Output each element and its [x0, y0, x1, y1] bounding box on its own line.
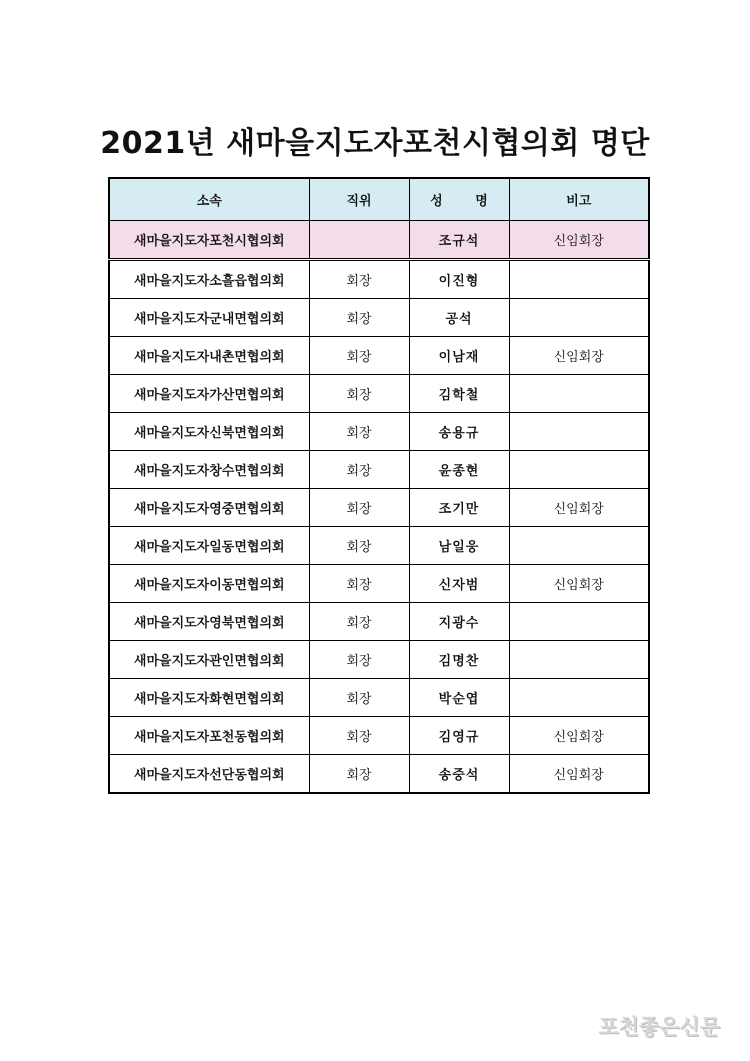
- cell-position: 회장: [309, 260, 409, 299]
- header-affiliation: 소속: [109, 178, 309, 221]
- table-row: [109, 641, 649, 679]
- cell-remarks: [509, 451, 649, 489]
- cell-name: 박순엽: [409, 679, 509, 717]
- cell-position: 회장: [309, 337, 409, 375]
- cell-position: 회장: [309, 717, 409, 755]
- cell-affiliation: 새마을지도자관인면협의회: [109, 641, 309, 679]
- table-row: [109, 527, 649, 565]
- cell-affiliation: 새마을지도자화현면협의회: [109, 679, 309, 717]
- cell-affiliation: 새마을지도자이동면협의회: [109, 565, 309, 603]
- cell-remarks: [509, 375, 649, 413]
- cell-remarks: 신임회장: [509, 717, 649, 755]
- cell-name: 김학철: [409, 375, 509, 413]
- table-row-lead: [109, 221, 649, 260]
- cell-name: 공석: [409, 299, 509, 337]
- cell-remarks: 신임회장: [509, 337, 649, 375]
- cell-name: 조규석: [409, 221, 509, 260]
- cell-position: 회장: [309, 527, 409, 565]
- cell-position: 회장: [309, 451, 409, 489]
- table-row: [109, 260, 649, 299]
- cell-remarks: [509, 413, 649, 451]
- cell-affiliation: 새마을지도자창수면협의회: [109, 451, 309, 489]
- header-name: [409, 178, 509, 221]
- cell-affiliation: 새마을지도자포천시협의회: [109, 221, 309, 260]
- cell-position: 회장: [309, 679, 409, 717]
- table-row: [109, 755, 649, 794]
- table-row: [109, 413, 649, 451]
- cell-name: 김영규: [409, 717, 509, 755]
- table-row: [109, 337, 649, 375]
- cell-position: 회장: [309, 489, 409, 527]
- cell-name: 김명찬: [409, 641, 509, 679]
- table-row: [109, 717, 649, 755]
- header-position: 직위: [309, 178, 409, 221]
- cell-remarks: 신임회장: [509, 565, 649, 603]
- cell-remarks: [509, 641, 649, 679]
- cell-remarks: [509, 603, 649, 641]
- cell-remarks: 신임회장: [509, 489, 649, 527]
- cell-remarks: [509, 299, 649, 337]
- cell-name: 신자범: [409, 565, 509, 603]
- cell-affiliation: 새마을지도자영중면협의회: [109, 489, 309, 527]
- cell-affiliation: 새마을지도자신북면협의회: [109, 413, 309, 451]
- cell-position: 회장: [309, 603, 409, 641]
- cell-affiliation: 새마을지도자내촌면협의회: [109, 337, 309, 375]
- cell-affiliation: 새마을지도자일동면협의회: [109, 527, 309, 565]
- cell-name: 송중석: [409, 755, 509, 794]
- cell-remarks: [509, 527, 649, 565]
- cell-position: 회장: [309, 755, 409, 794]
- cell-affiliation: 새마을지도자선단동협의회: [109, 755, 309, 794]
- table-row: [109, 565, 649, 603]
- table-row: [109, 375, 649, 413]
- watermark-logo: 포천좋은신문: [598, 1015, 720, 1039]
- cell-name: 이진형: [409, 260, 509, 299]
- table-row: [109, 679, 649, 717]
- cell-affiliation: 새마을지도자영북면협의회: [109, 603, 309, 641]
- cell-position: 회장: [309, 641, 409, 679]
- cell-remarks: 신임회장: [509, 221, 649, 260]
- cell-position: 회장: [309, 565, 409, 603]
- cell-affiliation: 새마을지도자포천동협의회: [109, 717, 309, 755]
- cell-affiliation: 새마을지도자군내면협의회: [109, 299, 309, 337]
- cell-affiliation: 새마을지도자소흘읍협의회: [109, 260, 309, 299]
- cell-name: 송용규: [409, 413, 509, 451]
- cell-position: 회장: [309, 299, 409, 337]
- roster-table: [108, 177, 650, 794]
- header-row: [109, 178, 649, 221]
- cell-position: 회장: [309, 413, 409, 451]
- cell-remarks: 신임회장: [509, 755, 649, 794]
- table-row: [109, 451, 649, 489]
- cell-name: 이남재: [409, 337, 509, 375]
- cell-remarks: [509, 260, 649, 299]
- cell-position: [309, 221, 409, 260]
- cell-name: 남일웅: [409, 527, 509, 565]
- cell-affiliation: 새마을지도자가산면협의회: [109, 375, 309, 413]
- table-row: [109, 603, 649, 641]
- table-row: [109, 299, 649, 337]
- cell-name: 지광수: [409, 603, 509, 641]
- cell-name: 조기만: [409, 489, 509, 527]
- cell-position: 회장: [309, 375, 409, 413]
- header-remarks: 비고: [509, 178, 649, 221]
- header-name-label: 성 명: [430, 194, 502, 209]
- document-title: 2021년 새마을지도자포천시협의회 명단: [100, 126, 650, 161]
- cell-remarks: [509, 679, 649, 717]
- cell-name: 윤종현: [409, 451, 509, 489]
- table-row: [109, 489, 649, 527]
